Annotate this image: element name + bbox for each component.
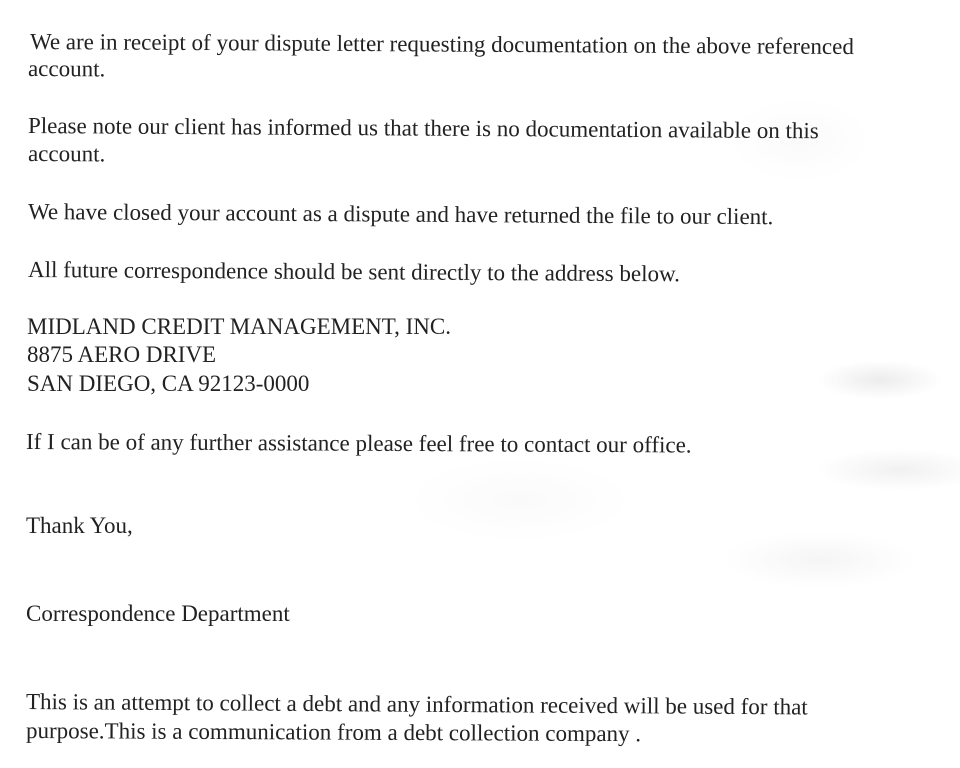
address-street: 8875 AERO DRIVE [27,342,217,367]
paragraph-account-closed: We have closed your account as a dispute and have returned the file to our client. [27,199,774,230]
address-company: MIDLAND CREDIT MANAGEMENT, INC. [27,314,451,339]
paragraph-receipt-line-1: We are in receipt of your dispute letter requesting documentation on the above referenced [29,29,854,60]
paragraph-future-correspondence: All future correspondence should be sent directly to the address below. [27,257,680,287]
paragraph-no-documentation-line-1: Please note our client has informed us that there is no documentation available on this [27,113,819,144]
paragraph-further-assistance: If I can be of any further assistance please feel free to contact our office. [25,429,692,458]
address-city-state-zip: SAN DIEGO, CA 92123-0000 [27,371,310,396]
signature-department: Correspondence Department [26,601,290,626]
disclaimer-line-2: purpose.This is a communication from a debt collection company . [25,718,642,747]
closing: Thank You, [26,513,133,538]
disclaimer-line-1: This is an attempt to collect a debt and any information received will be used for that [25,689,808,720]
paragraph-receipt-line-2: account. [27,56,106,82]
paragraph-no-documentation-line-2: account. [27,141,106,167]
